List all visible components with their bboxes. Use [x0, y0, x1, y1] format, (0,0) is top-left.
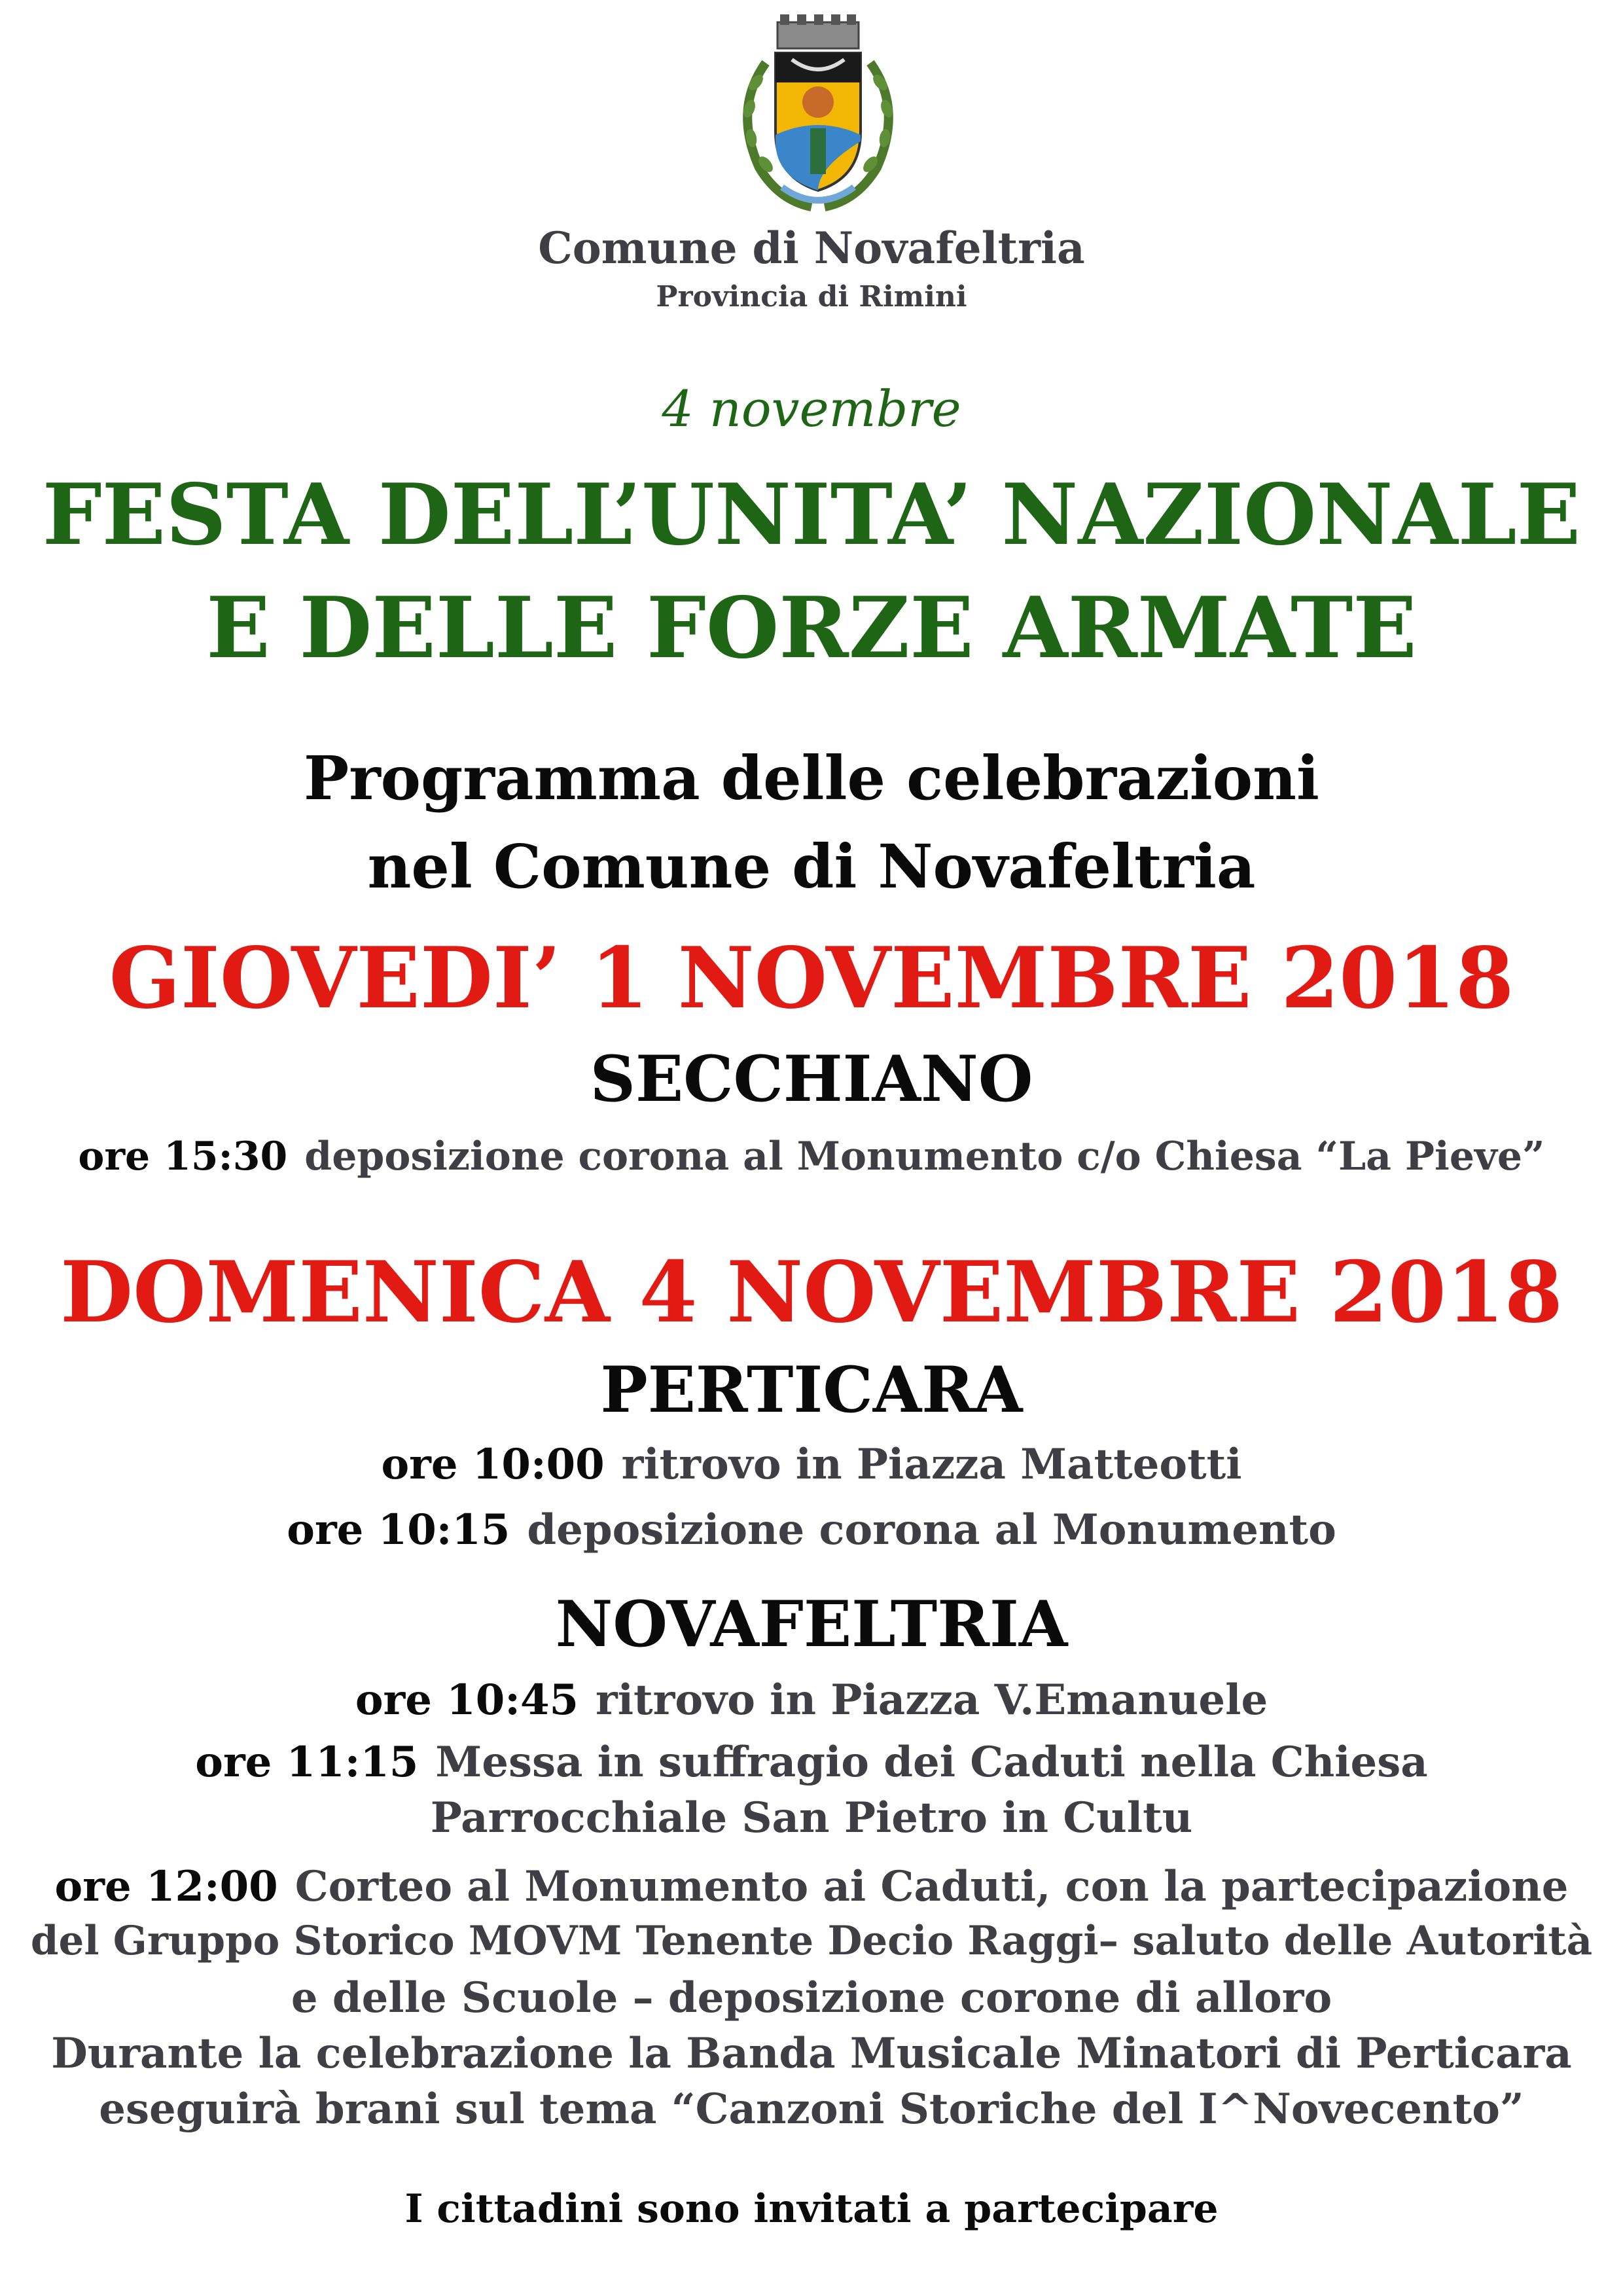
event-description: ritrovo in Piazza V.Emanuele: [596, 1676, 1268, 1725]
event-row: [0, 1440, 1623, 1489]
event-time: ore 11:15: [195, 1738, 419, 1787]
event-title-line2: E DELLE FORZE ARMATE: [206, 579, 1417, 677]
event-description: Messa in suffragio dei Caduti nella Chiesa: [435, 1738, 1428, 1787]
band-note-line1: Durante la celebrazione la Banda Musicale Minatori di Perticara: [51, 2029, 1572, 2078]
event-time: ore 15:30: [78, 1134, 288, 1179]
event-description: deposizione corona al Monumento c/o Chiesa “La Pieve”: [304, 1134, 1545, 1179]
event-row: [0, 1862, 1623, 1911]
event-row: [0, 1676, 1623, 1725]
event-description: ritrovo in Piazza Matteotti: [621, 1440, 1242, 1489]
event-description-cont: Parrocchiale San Pietro in Cultu: [430, 1793, 1193, 1842]
event-time: ore 10:45: [355, 1676, 579, 1725]
event-time: ore 10:00: [381, 1440, 605, 1489]
province-name: Provincia di Rimini: [656, 280, 967, 314]
day2-place-perticara: PERTICARA: [600, 1353, 1023, 1427]
programme-title-line1: Programma delle celebrazioni: [304, 743, 1319, 814]
event-description-cont: e delle Scuole – deposizione corone di alloro: [291, 1973, 1332, 2022]
event-row: [0, 1134, 1623, 1179]
event-description-cont: del Gruppo Storico MOVM Tenente Decio Raggi– saluto delle Autorità: [30, 1918, 1593, 1964]
closing-invitation: I cittadini sono invitati a partecipare: [404, 2186, 1219, 2232]
programme-title-line2: nel Comune di Novafeltria: [367, 831, 1256, 902]
event-row: [0, 1738, 1623, 1787]
day2-heading: DOMENICA 4 NOVEMBRE 2018: [60, 1244, 1563, 1342]
event-description: Corteo al Monumento ai Caduti, con la partecipazione: [294, 1862, 1569, 1911]
event-row: [0, 1505, 1623, 1554]
day1-place: SECCHIANO: [590, 1042, 1033, 1116]
band-note-line2: eseguirà brani sul tema “Canzoni Storiche del I^Novecento”: [99, 2085, 1524, 2134]
municipality-name: Comune di Novafeltria: [538, 223, 1085, 274]
event-time: ore 12:00: [54, 1862, 278, 1911]
occasion-date: 4 novembre: [662, 380, 961, 438]
event-time: ore 10:15: [287, 1505, 510, 1554]
coat-of-arms-logo: [720, 10, 916, 220]
event-description: deposizione corona al Monumento: [527, 1505, 1336, 1554]
day2-place-novafeltria: NOVAFELTRIA: [555, 1587, 1068, 1661]
day1-heading: GIOVEDI’ 1 NOVEMBRE 2018: [109, 929, 1514, 1028]
event-title-line1: FESTA DELL’UNITA’ NAZIONALE: [42, 466, 1581, 564]
